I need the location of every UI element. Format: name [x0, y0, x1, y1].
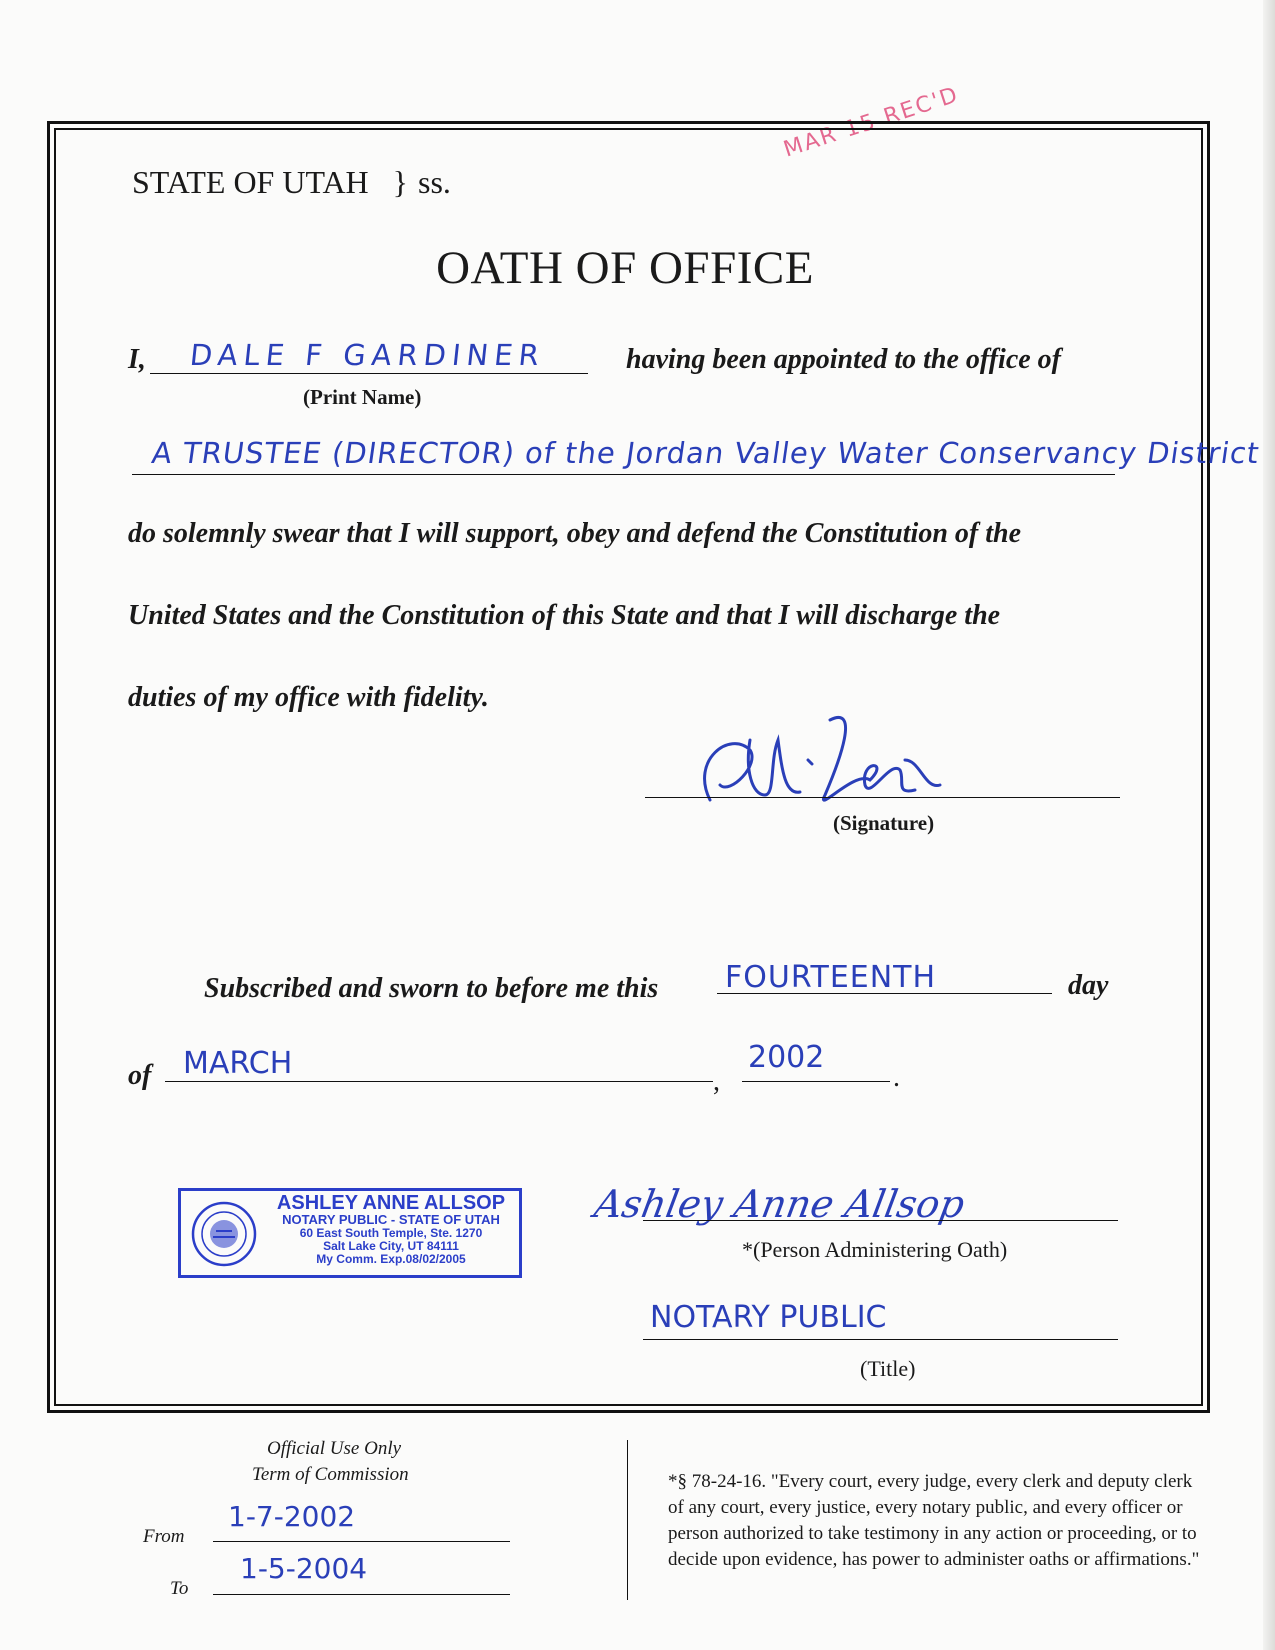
- received-date-stamp: MAR 15 REC'D: [780, 82, 963, 163]
- from-value: 1-7-2002: [228, 1500, 356, 1533]
- stamp-notary-name: ASHLEY ANNE ALLSOP: [276, 1192, 506, 1214]
- title-value: NOTARY PUBLIC: [650, 1300, 887, 1335]
- day-value: FOURTEENTH: [725, 960, 937, 995]
- office-value: A TRUSTEE (DIRECTOR) of the Jordan Valley Water Conservancy District: [149, 436, 1262, 470]
- term-of-commission-heading: Term of Commission: [252, 1464, 409, 1485]
- stamp-address-line: 60 East South Temple, Ste. 1270: [299, 1226, 483, 1240]
- year-value: 2002: [748, 1040, 825, 1075]
- venue-heading: [132, 164, 451, 201]
- statute-citation: *§ 78-24-16. "Every court, every judge, every clerk and deputy clerk of any court, every justice, every notary public, and every officer or person authorized to take testimony in any action or proceeding, or to decide upon evidence, has power to administer oaths or affirmations.": [668, 1471, 1200, 1570]
- month-comma: ,: [713, 1066, 720, 1097]
- of-label: of: [128, 1060, 152, 1091]
- oath-line-3: duties of my office with fidelity.: [128, 682, 489, 713]
- stamp-notary-title: NOTARY PUBLIC - STATE OF UTAH: [282, 1212, 500, 1227]
- oath-line-2: United States and the Constitution of this State and that I will discharge the: [128, 600, 1001, 631]
- to-label: To: [170, 1578, 189, 1599]
- oath-line-1: do solemnly swear that I will support, obey and defend the Constitution of the: [128, 518, 1021, 549]
- from-line: [213, 1541, 510, 1542]
- day-label: day: [1068, 970, 1109, 1001]
- notary-stamp: [178, 1188, 522, 1278]
- print-name-line: [150, 373, 588, 374]
- administrator-label: *(Person Administering Oath): [742, 1237, 1008, 1262]
- official-use-heading: Official Use Only: [267, 1438, 402, 1459]
- trustee-signature: [690, 700, 950, 820]
- signature-label: (Signature): [833, 811, 935, 835]
- administrator-line: [643, 1220, 1118, 1221]
- to-line: [213, 1594, 510, 1595]
- state-seal-icon: [191, 1201, 257, 1267]
- title-line: [643, 1339, 1118, 1340]
- stamp-commission-expiry: My Comm. Exp.08/02/2005: [316, 1252, 466, 1266]
- year-line: [742, 1081, 890, 1082]
- signature-line: [645, 797, 1120, 798]
- stamp-city-line: Salt Lake City, UT 84111: [323, 1239, 459, 1253]
- appointed-text: having been appointed to the office of: [626, 344, 1061, 375]
- print-name-label: (Print Name): [303, 385, 422, 409]
- year-period: .: [893, 1062, 900, 1093]
- administrator-signature: Ashley Anne Allsop: [591, 1182, 968, 1226]
- ss-label: ss.: [418, 164, 451, 200]
- page-edge: [1263, 0, 1275, 1650]
- state-label: STATE OF UTAH: [132, 164, 369, 200]
- document-title: OATH OF OFFICE: [436, 242, 814, 294]
- to-value: 1-5-2004: [240, 1552, 368, 1585]
- footer-divider: [627, 1440, 628, 1600]
- sworn-text: Subscribed and sworn to before me this: [204, 973, 659, 1004]
- from-label: From: [143, 1526, 185, 1547]
- brace-glyph: }: [392, 164, 409, 200]
- print-name-value: DALE F GARDINER: [188, 338, 547, 372]
- oath-prefix: I,: [128, 344, 146, 375]
- title-label: (Title): [860, 1356, 916, 1381]
- office-line: [132, 474, 1115, 475]
- month-line: [165, 1081, 713, 1082]
- month-value: MARCH: [183, 1046, 293, 1081]
